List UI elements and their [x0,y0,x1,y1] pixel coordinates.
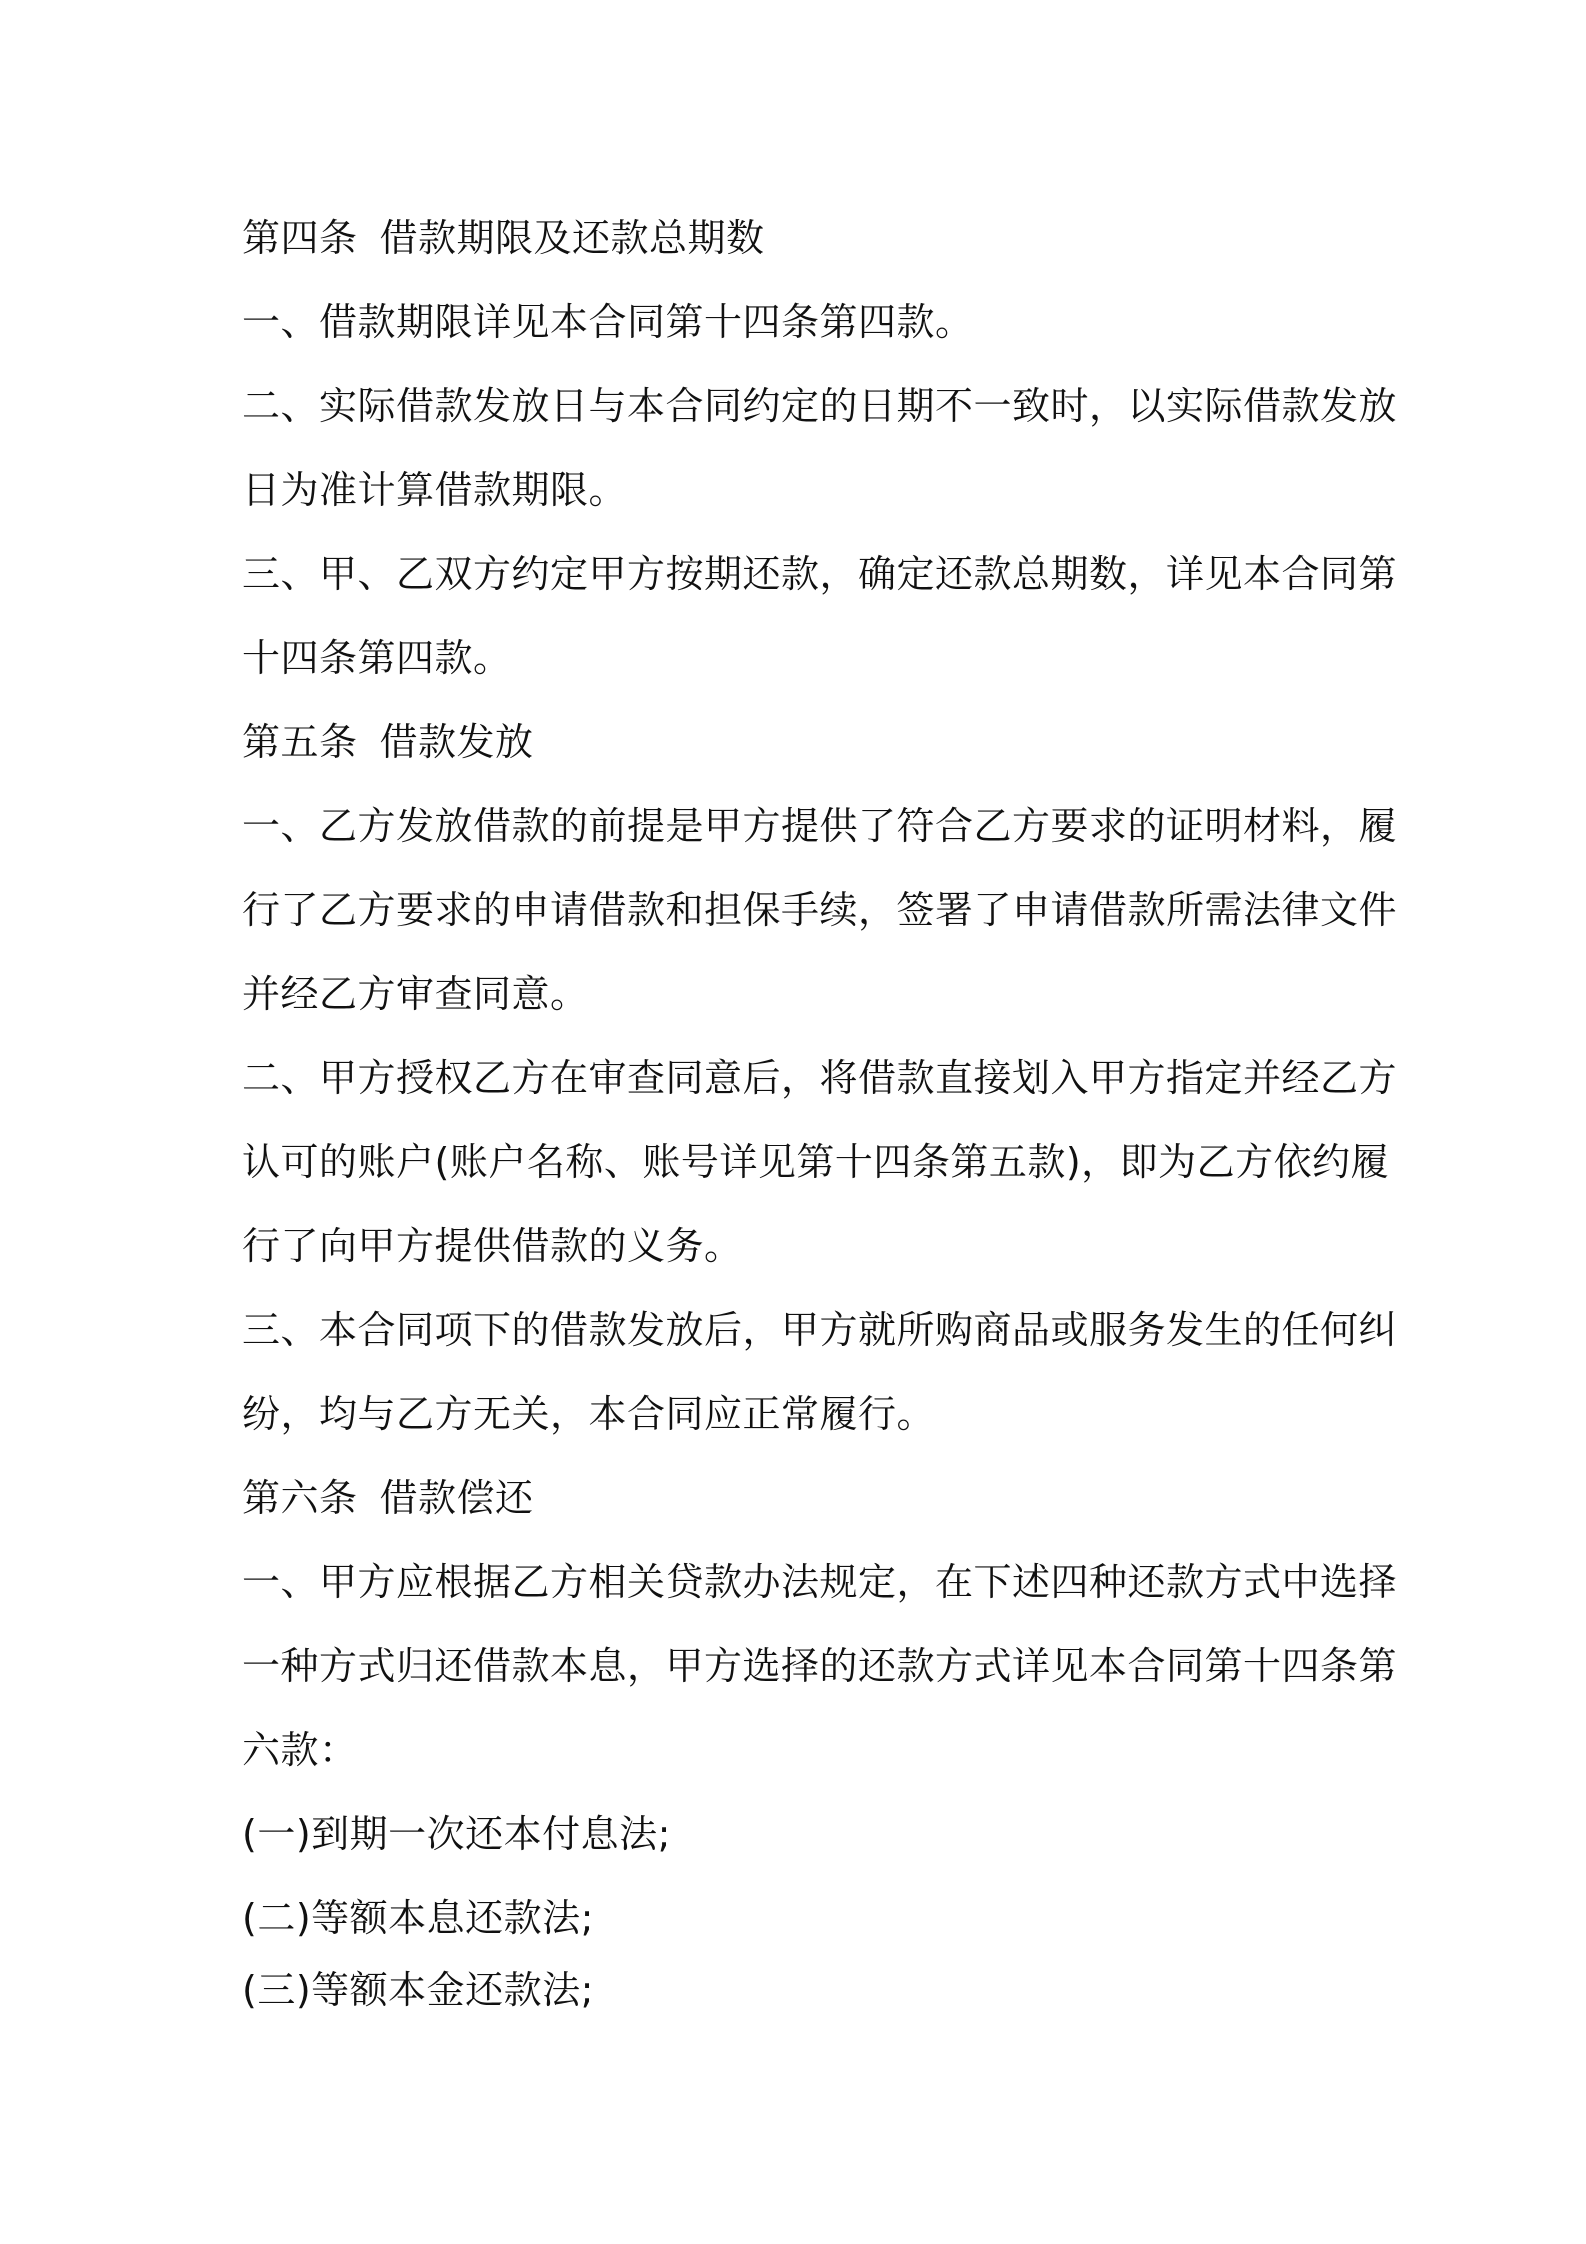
article-5-line-3: 并经乙方审查同意。 [242,972,589,1016]
article-6-line-5: (二)等额本息还款法; [242,1896,594,1940]
article-5-line-7: 三、本合同项下的借款发放后，甲方就所购商品或服务发生的任何纠 [242,1308,1398,1352]
article-5-line-2: 行了乙方要求的申请借款和担保手续，签署了申请借款所需法律文件 [242,888,1398,932]
article-4-line-2: 二、实际借款发放日与本合同约定的日期不一致时，以实际借款发放 [242,384,1398,428]
article-5-line-6: 行了向甲方提供借款的义务。 [242,1224,743,1268]
article-5-line-8: 纷，均与乙方无关，本合同应正常履行。 [242,1392,936,1436]
article-4-line-3: 日为准计算借款期限。 [242,468,628,512]
article-4-title: 借款期限及还款总期数 [379,216,765,260]
article-4-line-4: 三、甲、乙双方约定甲方按期还款，确定还款总期数，详见本合同第 [242,552,1398,596]
article-5-heading [242,700,1362,784]
article-6-line-4: (一)到期一次还本付息法; [242,1812,671,1856]
article-5-title: 借款发放 [379,720,534,764]
document-body [242,196,1398,2020]
article-6-heading [242,1456,1362,1540]
article-5-number: 第五条 [242,720,358,764]
article-6-line-1: 一、甲方应根据乙方相关贷款办法规定，在下述四种还款方式中选择 [242,1560,1398,1604]
article-5-line-1: 一、乙方发放借款的前提是甲方提供了符合乙方要求的证明材料，履 [242,804,1398,848]
article-4-heading [242,196,1362,280]
article-6-line-6: (三)等额本金还款法; [242,1968,594,2012]
article-5-line-4: 二、甲方授权乙方在审查同意后，将借款直接划入甲方指定并经乙方 [242,1056,1398,1100]
article-6-line-2: 一种方式归还借款本息，甲方选择的还款方式详见本合同第十四条第 [242,1644,1398,1688]
article-6-line-3: 六款： [242,1728,358,1772]
article-4-line-5: 十四条第四款。 [242,636,512,680]
article-4-number: 第四条 [242,216,358,260]
article-6-number: 第六条 [242,1476,358,1520]
article-6-title: 借款偿还 [379,1476,534,1520]
article-4-line-1: 一、借款期限详见本合同第十四条第四款。 [242,300,974,344]
article-5-line-5: 认可的账户(账户名称、账号详见第十四条第五款)，即为乙方依约履 [242,1140,1390,1184]
